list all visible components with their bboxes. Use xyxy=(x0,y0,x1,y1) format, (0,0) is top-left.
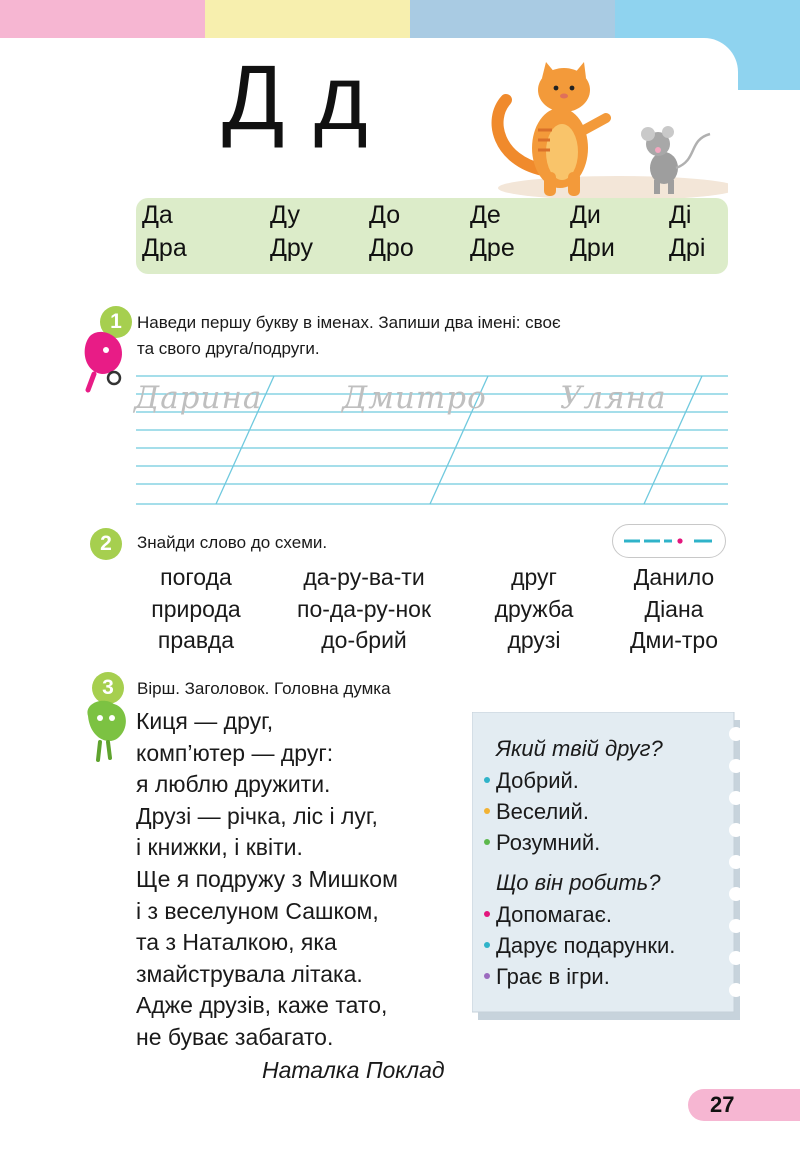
word-option: Данило xyxy=(633,564,715,590)
pink-character-icon xyxy=(76,328,134,394)
task-3-instruction: Вірш. Заголовок. Головна думка xyxy=(137,679,391,698)
traced-name-3: Уляна xyxy=(560,380,667,416)
note-item-text: Добрий. xyxy=(496,768,579,793)
word-option: друзі xyxy=(507,627,561,653)
bullet-dot-icon xyxy=(484,777,490,783)
word-option: Дми-тро xyxy=(629,627,718,653)
task-1-line-1: Наведи першу букву в іменах. Запиши два імені: своє xyxy=(137,313,561,332)
syllable: Ди xyxy=(570,201,601,229)
word-scheme xyxy=(612,524,726,558)
bullet-dot-icon xyxy=(484,911,490,917)
note-card xyxy=(472,712,744,1020)
bullet-dot-icon xyxy=(484,973,490,979)
poem-line: і книжки, і квіти. xyxy=(136,834,303,861)
note-item-text: Розумний. xyxy=(496,830,601,855)
scheme-pattern xyxy=(612,524,726,558)
poem-line: Киця — друг, xyxy=(136,708,274,734)
note-item xyxy=(484,830,600,856)
syllable: Ді xyxy=(669,201,692,229)
bullet-dot-icon xyxy=(484,942,490,948)
syllable: Дру xyxy=(270,234,314,262)
word-option: природа xyxy=(151,596,241,622)
word-option: друг xyxy=(511,564,557,590)
task-2-instruction: Знайди слово до схеми. xyxy=(137,533,328,552)
task-number-2: 2 xyxy=(90,528,122,560)
syllable: Дро xyxy=(369,234,414,262)
task-number-1: 1 xyxy=(100,306,132,338)
syllable-row-2 xyxy=(136,234,728,270)
note-item xyxy=(484,933,675,959)
syllable: Да xyxy=(142,201,173,229)
syllable: Ду xyxy=(270,201,300,229)
note-item-text: Грає в ігри. xyxy=(496,964,610,989)
note-item xyxy=(484,799,589,825)
poem-line: не буває забагато. xyxy=(136,1023,334,1050)
word-option: правда xyxy=(157,627,235,653)
poem xyxy=(136,706,398,1054)
poem-line: комп’ютер — друг: xyxy=(136,739,334,766)
word-option: Діана xyxy=(644,596,704,622)
poem-line: Ще я подружу з Мишком xyxy=(136,865,398,892)
task-number-3: 3 xyxy=(92,672,124,704)
word-option: да-ру-ва-ти xyxy=(303,564,425,590)
letter-heading: Д д xyxy=(222,47,370,149)
note-question-1: Який твій друг? xyxy=(496,736,663,761)
bullet-dot-icon xyxy=(484,839,490,845)
task-1-line-2: та свого друга/подруги. xyxy=(137,339,320,358)
green-character-icon xyxy=(78,698,134,764)
poem-line: я люблю дружити. xyxy=(136,771,331,798)
note-question-2: Що він робить? xyxy=(496,870,661,895)
syllable: До xyxy=(369,201,401,229)
traced-name-1: Дарина xyxy=(134,380,263,416)
poem-line: Друзі — річка, ліс і луг, xyxy=(136,802,378,829)
note-item xyxy=(484,902,612,928)
poem-line: і з веселуном Сашком, xyxy=(136,897,379,924)
word-option: погода xyxy=(160,564,232,590)
word-option: до-брий xyxy=(321,627,407,653)
cat-mouse-illustration xyxy=(488,60,728,200)
bullet-dot-icon xyxy=(484,808,490,814)
poem-line: змайструвала літака. xyxy=(136,960,363,987)
traced-name-2: Дмитро xyxy=(342,380,487,416)
poem-line: Адже друзів, каже тато, xyxy=(136,992,388,1019)
word-option: по-да-ру-нок xyxy=(296,596,432,622)
note-item-text: Дарує подарунки. xyxy=(496,933,676,958)
page-number: 27 xyxy=(710,1092,735,1117)
syllable: Дрі xyxy=(669,234,706,262)
note-item-text: Веселий. xyxy=(496,799,589,824)
word-option: дружба xyxy=(494,596,574,622)
syllable-box xyxy=(136,198,728,274)
syllable: Дри xyxy=(570,234,615,262)
syllable: Де xyxy=(470,201,501,229)
syllable: Дра xyxy=(142,234,187,262)
syllable: Дре xyxy=(470,234,515,262)
poem-author: Наталка Поклад xyxy=(262,1057,445,1083)
poem-line: та з Наталкою, яка xyxy=(136,929,337,956)
note-item-text: Допомагає. xyxy=(496,902,613,927)
note-item xyxy=(484,768,579,794)
note-item xyxy=(484,964,610,990)
syllable-row-1 xyxy=(136,201,728,237)
page-number-tab xyxy=(688,1089,800,1121)
